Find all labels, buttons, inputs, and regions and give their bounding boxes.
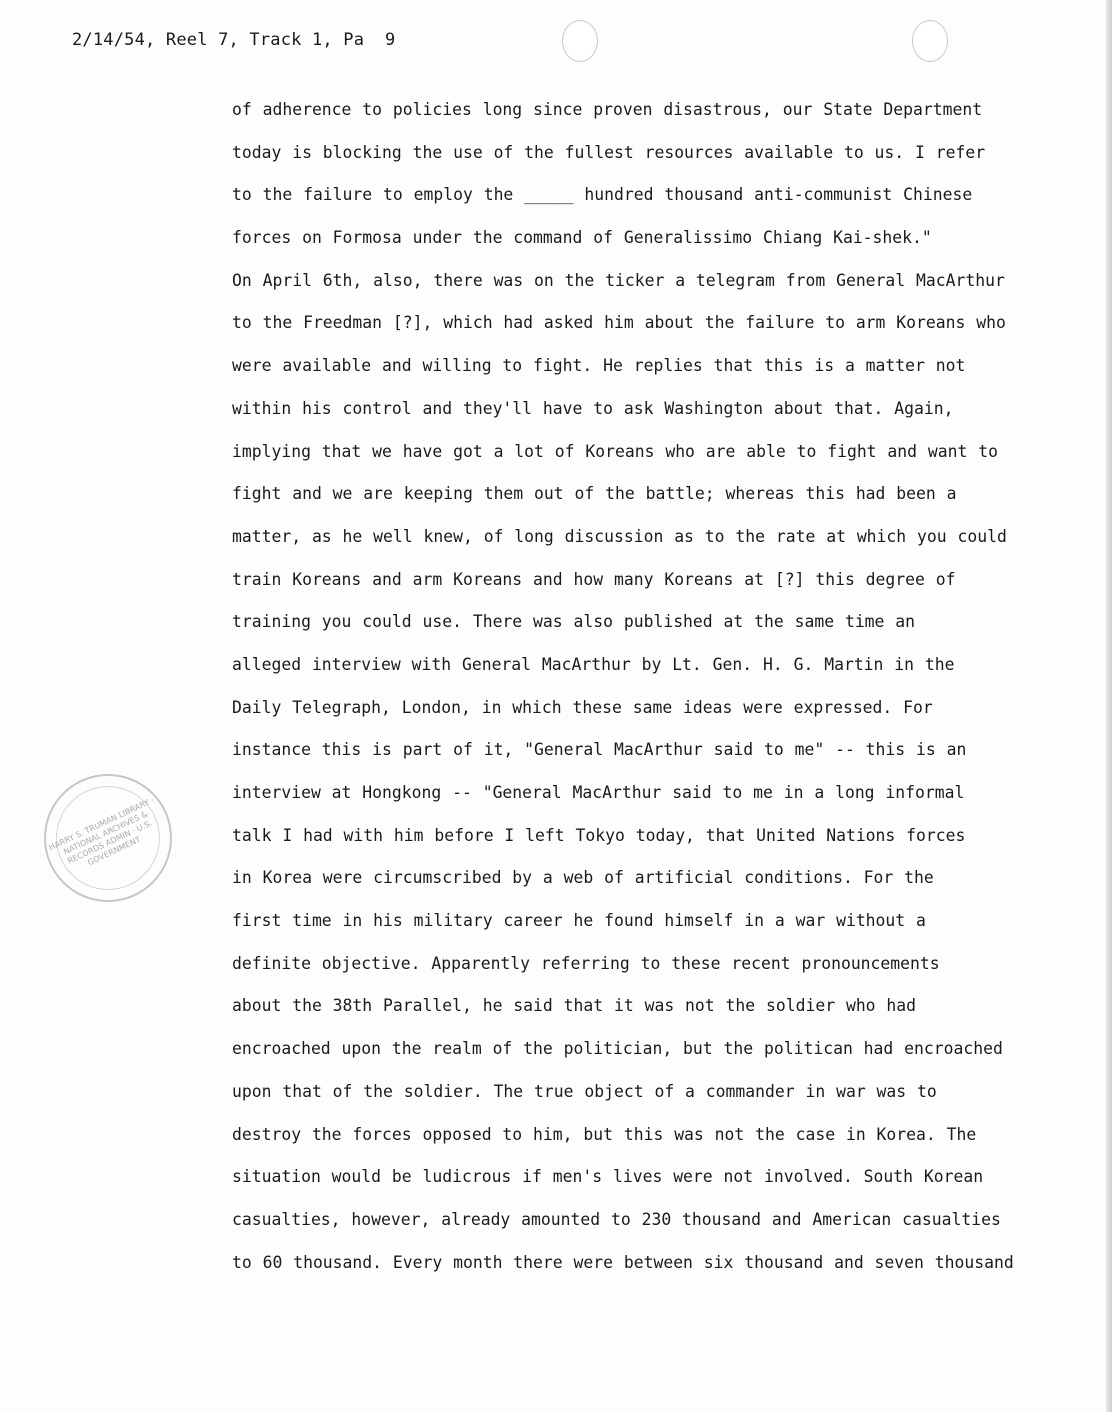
text-line: matter, as he well knew, of long discussion as to the rate at which you could [232, 526, 1007, 546]
text-line: talk I had with him before I left Tokyo today, that United Nations forces [232, 825, 966, 845]
text-line: forces on Formosa under the command of Generalissimo Chiang Kai-shek." [232, 228, 932, 248]
text-line: to 60 thousand. Every month there were between six thousand and seven thousand [232, 1252, 1014, 1272]
text-line: within his control and they'll have to ask Washington about that. Again, [232, 398, 954, 418]
punch-hole-left [562, 20, 598, 62]
text-line: situation would be ludicrous if men's lives were not involved. South Korean [232, 1167, 984, 1187]
text-line: upon that of the soldier. The true object of a commander in war was to [232, 1081, 937, 1101]
punch-hole-right [912, 20, 948, 62]
text-line: of adherence to policies long since proven disastrous, our State Department [232, 100, 983, 119]
text-line: today is blocking the use of the fullest resources available to us. I refer [232, 142, 986, 162]
archive-stamp [44, 774, 172, 902]
stamp-text: HARRY S. TRUMAN LIBRARY · NATIONAL ARCHIVES & RECORDS ADMIN · U.S. GOVERNMENT [47, 795, 156, 868]
text-line: alleged interview with General MacArthur by Lt. Gen. H. G. Martin in the [232, 654, 955, 674]
text-line: encroached upon the realm of the politician, but the politican had encroached [232, 1039, 1003, 1059]
page-header: 2/14/54, Reel 7, Track 1, Pa 9 [72, 30, 396, 50]
text-line: about the 38th Parallel, he said that it was not the soldier who had [232, 996, 917, 1016]
text-line: implying that we have got a lot of Koreans who are able to fight and want to [232, 441, 998, 461]
text-line: interview at Hongkong -- "General MacArthur said to me in a long informal [232, 783, 965, 802]
text-line: were available and willing to fight. He replies that this is a matter not [232, 356, 966, 376]
text-line: to the failure to employ the _____ hundred thousand anti-communist Chinese [232, 185, 973, 205]
text-line: fight and we are keeping them out of the battle; whereas this had been a [232, 484, 957, 504]
transcript-body [232, 96, 1052, 1291]
text-line: in Korea were circumscribed by a web of artificial conditions. For the [232, 868, 934, 888]
text-line: definite objective. Apparently referring to these recent pronouncements [232, 953, 940, 973]
text-line: Daily Telegraph, London, in which these same ideas were expressed. For [232, 697, 933, 717]
text-line: first time in his military career he found himself in a war without a [232, 911, 926, 931]
text-line: casualties, however, already amounted to 230 thousand and American casualties [232, 1209, 1001, 1229]
text-line: train Koreans and arm Koreans and how many Koreans at [?] this degree of [232, 569, 956, 589]
text-line: destroy the forces opposed to him, but this was not the case in Korea. The [232, 1124, 977, 1144]
page-edge [1106, 0, 1112, 1412]
text-line: On April 6th, also, there was on the ticker a telegram from General MacArthur [232, 270, 1005, 290]
text-line: to the Freedman [?], which had asked him about the failure to arm Koreans who [232, 313, 1006, 333]
text-line: instance this is part of it, "General MacArthur said to me" -- this is an [232, 740, 967, 760]
text-line: training you could use. There was also published at the same time an [232, 612, 916, 632]
